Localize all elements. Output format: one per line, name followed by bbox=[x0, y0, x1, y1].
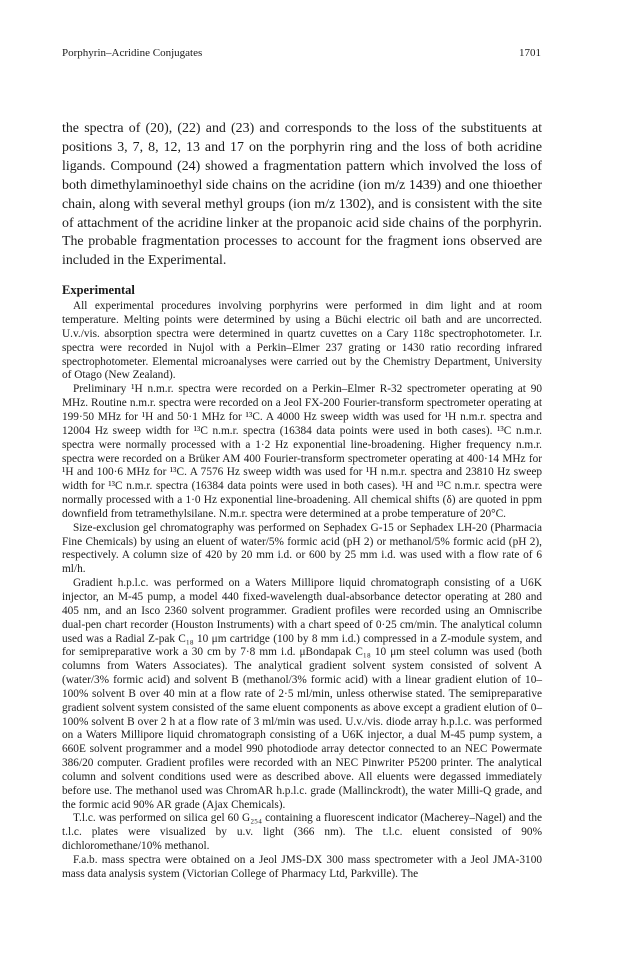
section-heading: Experimental bbox=[62, 283, 135, 298]
paragraph-gel-chromatography: Size-exclusion gel chromatography was performed on Sephadex G-15 or Sephadex LH-20 (Pharmacia Fine Chemicals) by using an eluent of water/5% formic acid (pH 2) or methanol/5% formic acid (pH 2), respectively. A column size of 420 by 20 mm i.d. or 600 by 25 mm i.d. was used with a flow rate of 6 ml/h. bbox=[62, 521, 542, 576]
paragraph-nmr: Preliminary ¹H n.m.r. spectra were recorded on a Perkin–Elmer R-32 spectrometer operating at 90 MHz. Routine n.m.r. spectra were recorded on a Jeol FX-200 Fourier-transform spectrometer operating at 199·50 MHz for ¹H and 50·1 MHz for ¹³C. A 4000 Hz sweep width was used for ¹H n.m.r. spectra and 12004 Hz sweep width for ¹³C n.m.r. spectra (16384 data points were used in both cases). ¹³C n.m.r. spectra were normally processed with a 1·2 Hz exponential line-broadening. Higher frequency n.m.r. spectra were recorded on a Brüker AM 400 Fourier-transform spectrometer operating at 400·14 MHz for ¹H and 100·6 MHz for ¹³C. A 7576 Hz sweep width was used for ¹H n.m.r. spectra and 23810 Hz sweep width for ¹³C n.m.r. spectra (16384 data points were used in both cases). ¹H and ¹³C n.m.r. spectra were normally processed with a 1·0 Hz exponential line-broadening. All chemical shifts (δ) are quoted in ppm downfield from tetramethylsilane. N.m.r. spectra were determined at a probe temperature of 20°C. bbox=[62, 383, 542, 520]
paragraph-tlc: T.l.c. was performed on silica gel 60 G₂₅₄ containing a fluorescent indicator (Macherey–Nagel) and the t.l.c. plates were visualized by u.v. light (366 nm). The t.l.c. eluent consisted of 90% dichloromethane/10% methanol. bbox=[62, 812, 542, 853]
paragraph-mass-spectra: F.a.b. mass spectra were obtained on a Jeol JMS-DX 300 mass spectrometer with a Jeol JMA-3100 mass data analysis system (Victorian College of Pharmacy Ltd, Parkville). The bbox=[62, 854, 542, 880]
page-number: 1701 bbox=[519, 47, 541, 59]
page-body bbox=[62, 120, 542, 882]
intro-paragraph: the spectra of (20), (22) and (23) and corresponds to the loss of the substituents at positions 3, 7, 8, 12, 13 and 17 on the porphyrin ring and the loss of both acridine ligands. Compound (24) showed a fragmentation pattern which involved the loss of both dimethylaminoethyl side chains on the acridine (ion m/z 1439) and one thioether chain, along with several methyl groups (ion m/z 1302), and is consistent with the site of attachment of the acridine linker at the propanoic acid side chains of the porphyrin. The probable fragmentation processes to account for the fragment ions observed are included in the Experimental. bbox=[62, 121, 542, 269]
paragraph-hplc: Gradient h.p.l.c. was performed on a Waters Millipore liquid chromatograph consisting of a U6K injector, an M-45 pump, a model 440 fixed-wavelength dual-absorbance detector operating at 280 and 405 nm, and an Isco 2360 solvent programmer. Gradient profiles were recorded using an Omniscribe dual-pen chart recorder (Houston Instruments) with a chart speed of 0·25 cm/min. The analytical column used was a Radial Z-pak C₁₈ 10 μm cartridge (100 by 8 mm i.d.) compressed in a Z-module system, and for semipreparative work a 30 cm by 7·8 mm i.d. μBondapak C₁₈ 10 μm steel column was used (both columns from Waters Associates). The analytical gradient solvent system consisted of solvent A (water/3% formic acid) and solvent B (methanol/3% formic acid) with a linear gradient elution of 10–100% solvent B over 40 min at a flow rate of 2·5 ml/min, unless otherwise stated. The semipreparative gradient solvent system consisted of the same eluent components as above except a gradient elution of 0–100% solvent B over 2 h at a flow rate of 3 ml/min was used. U.v./vis. diode array h.p.l.c. was performed on a Waters Millipore liquid chromatograph consisting of a U6K injector, a dual M-45 pump system, a 660E solvent programmer and a model 990 photodiode array detector connected to an NEC Powermate 386/20 computer. Gradient profiles were recorded with an NEC Pinwriter P5200 printer. The analytical column and solvent conditions used were as described above. All eluents were degassed immediately before use. The methanol used was ChromAR h.p.l.c. grade (Mallinckrodt), the water Milli-Q grade, and the formic acid 90% AR grade (Ajax Chemicals). bbox=[62, 577, 542, 811]
running-title: Porphyrin–Acridine Conjugates bbox=[62, 47, 203, 59]
page-header bbox=[62, 47, 541, 59]
paragraph-general-methods: All experimental procedures involving porphyrins were performed in dim light and at room temperature. Melting points were determined by using a Büchi electric oil bath and are uncorrected. U.v./vis. absorption spectra were determined in quartz cuvettes on a Cary 118c spectrophotometer. I.r. spectra were recorded in Nujol with a Perkin–Elmer 237 grating or 1430 ratio recording infrared spectrophotometer. Elemental microanalyses were carried out by the Chemistry Department, University of Otago (New Zealand). bbox=[62, 300, 542, 382]
